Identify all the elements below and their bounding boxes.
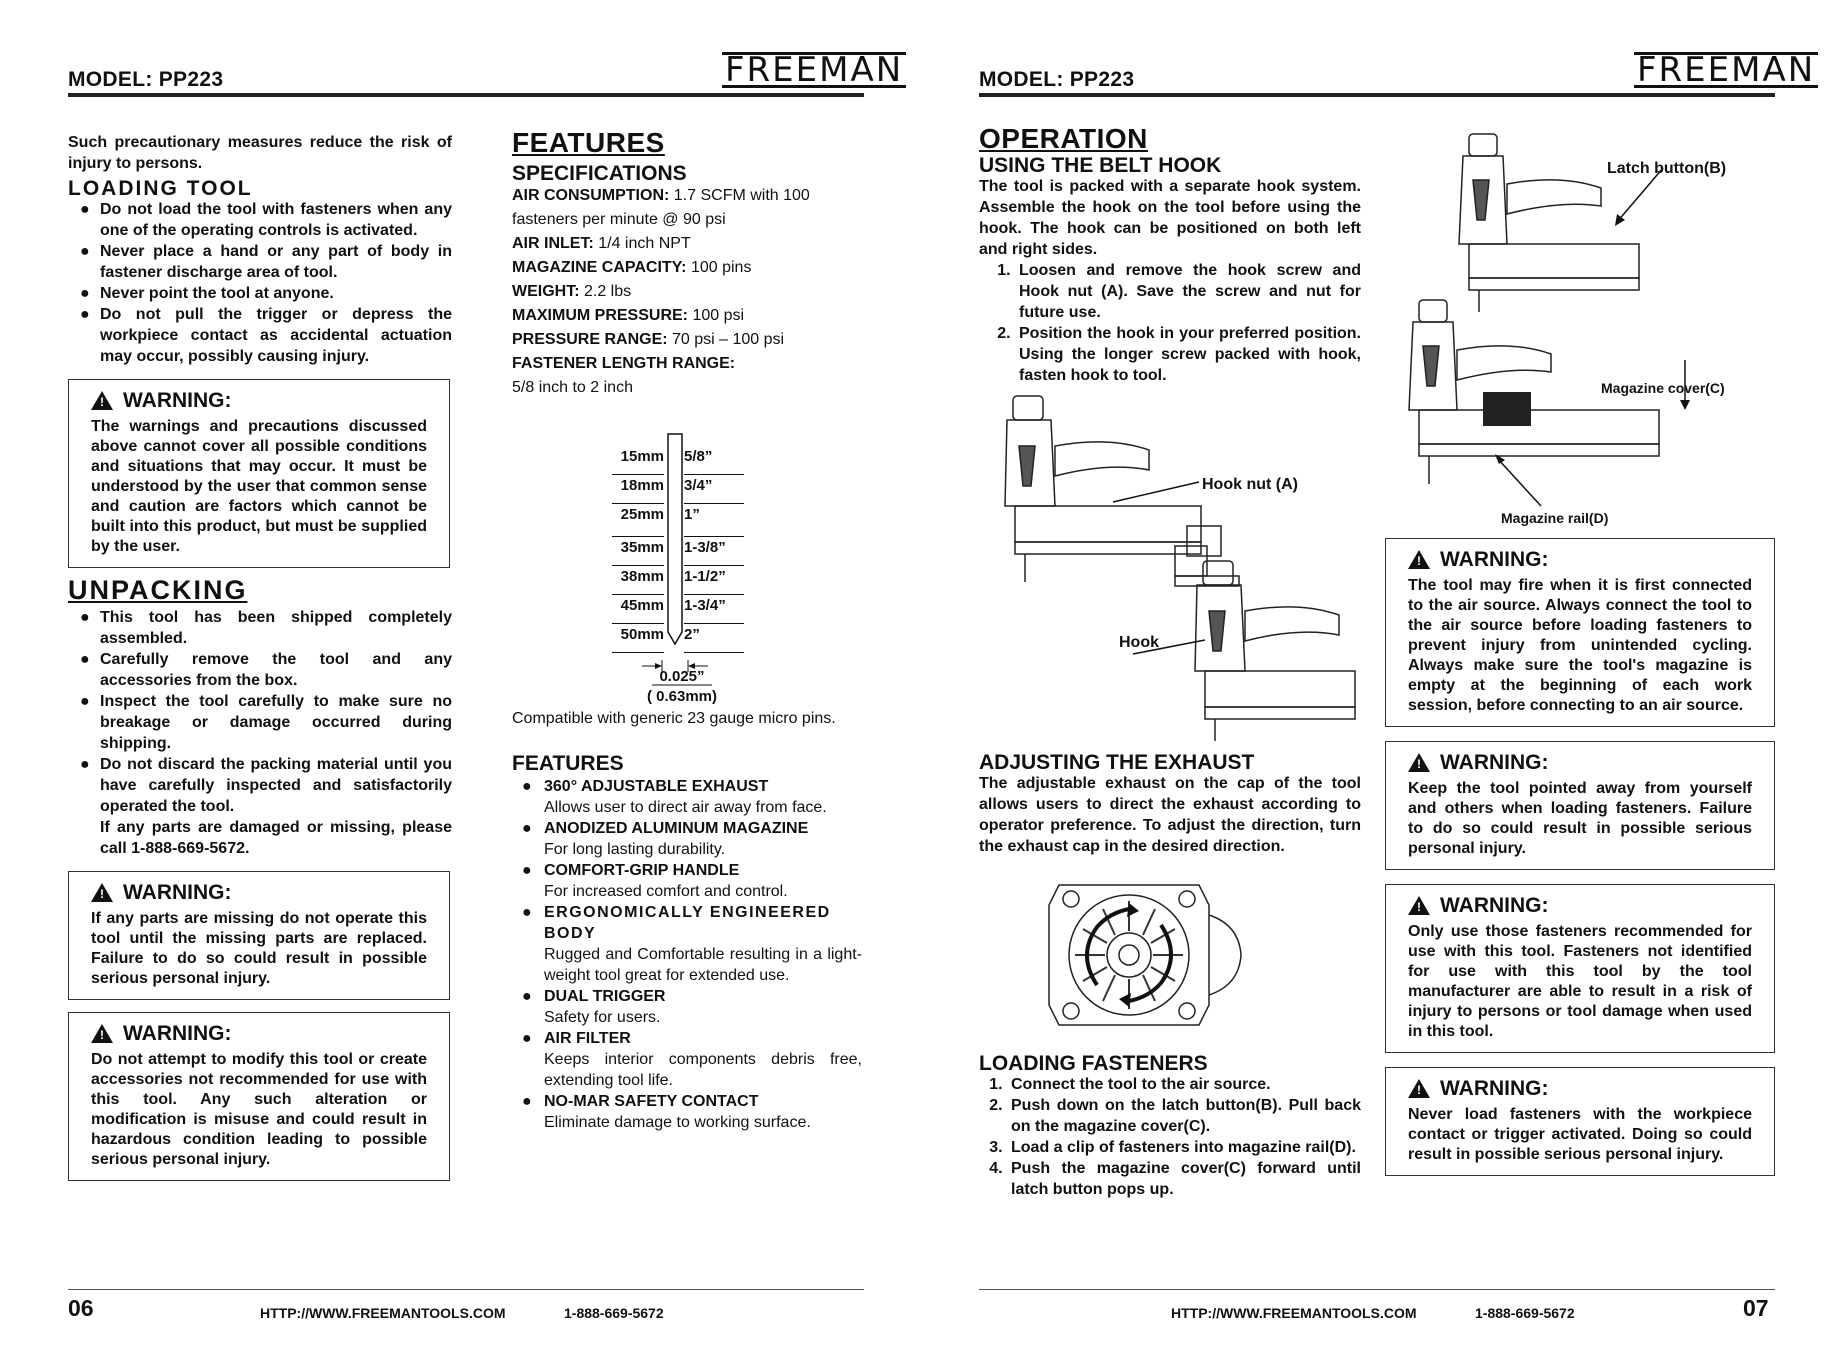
- warning-text: Only use those fasteners recommended for use with this tool. Fasteners not identified for use with this tool by the tool manufacturer are able to result in a risk of injury to persons or tool damage when used in this tool.: [1408, 923, 1752, 1040]
- model-heading: MODEL: PP223: [68, 68, 224, 91]
- warning-text: The tool may fire when it is first connected to the air source. Always connect the tool to the air source before loading fasteners to prevent injury from unintended cycling. Always make sure the tool's magazine is empty at the beginning of each work session, before connecting to an air source.: [1408, 577, 1752, 714]
- unpacking-note: If any parts are damaged or missing, please call 1-888-669-5672.: [100, 819, 452, 857]
- intro-text: Such precautionary measures reduce the risk of injury to persons.: [68, 134, 452, 172]
- freeman-logo: FREEMAN: [722, 52, 906, 88]
- warning-triangle-icon: !: [1408, 753, 1430, 772]
- exhaust-illustration: [979, 865, 1361, 1045]
- warning-title-text: WARNING:: [1440, 548, 1549, 571]
- feature-item: ● 360° ADJUSTABLE EXHAUST Allows user to direct air away from face.: [522, 778, 827, 816]
- hook-nut-label: Hook nut (A): [1202, 476, 1298, 493]
- list-item: 1. Connect the tool to the air source.: [1007, 1074, 1361, 1095]
- pin-size-row: 15mm 5/8”: [612, 446, 862, 475]
- pin-size-row: 18mm 3/4”: [612, 475, 862, 504]
- left-column-1: [68, 132, 452, 1181]
- warning-title-text: WARNING:: [1440, 894, 1549, 917]
- loading-fasteners-steps: [979, 1074, 1361, 1200]
- spec-row: AIR CONSUMPTION: 1.7 SCFM with 100 fasteners per minute @ 90 psi: [512, 187, 810, 228]
- list-item: ● Never point the tool at anyone.: [68, 283, 452, 304]
- left-column-2: [512, 127, 862, 1133]
- warning-title: [1408, 1078, 1752, 1099]
- spec-row: MAXIMUM PRESSURE: 100 psi: [512, 307, 745, 324]
- unpacking-list: [68, 607, 452, 817]
- unpacking-heading: UNPACKING: [68, 575, 248, 605]
- warning-box: [68, 379, 450, 568]
- magazine-drawing: [1385, 128, 1775, 530]
- warning-triangle-icon: !: [91, 1024, 113, 1043]
- feature-item: ● COMFORT-GRIP HANDLE For increased comfort and control.: [522, 862, 788, 900]
- feature-item: ● ANODIZED ALUMINUM MAGAZINE For long lasting durability.: [522, 820, 809, 858]
- footer-phone: 1-888-669-5672: [1475, 1305, 1575, 1321]
- features-list: [512, 776, 862, 1133]
- loading-tool-heading: LOADING TOOL: [68, 177, 253, 200]
- pin-size-row: 45mm 1-3/4”: [612, 595, 862, 624]
- warning-title-text: WARNING:: [1440, 751, 1549, 774]
- list-item: 4. Push the magazine cover(C) forward until latch button pops up.: [1007, 1158, 1361, 1200]
- belt-hook-illustration: [979, 386, 1361, 746]
- list-item: ● Do not pull the trigger or depress the workpiece contact as accidental actuation may occur, possibly causing injury.: [68, 304, 452, 367]
- nailer-drawing: [979, 386, 1361, 746]
- warning-text: Never load fasteners with the workpiece contact or trigger activated. Doing so could result in possible serious personal injury.: [1408, 1106, 1752, 1163]
- footer-rule: [979, 1289, 1775, 1290]
- warning-triangle-icon: !: [1408, 550, 1430, 569]
- warning-text: Keep the tool pointed away from yourself and others when loading fasteners. Failure to do so could result in possible serious personal injury.: [1408, 780, 1752, 857]
- warning-text: Do not attempt to modify this tool or create accessories not recommended for use with this tool. Any such alteration or modification is misuse and could result in hazardous condition leading to possible serious personal injury.: [91, 1051, 427, 1168]
- warning-box: [68, 1012, 450, 1181]
- belt-hook-heading: USING THE BELT HOOK: [979, 154, 1222, 177]
- pin-length-diagram: [512, 414, 862, 704]
- belt-hook-text: The tool is packed with a separate hook system. Assemble the hook on the tool before using the hook. The hook can be positioned on both left and right sides.: [979, 178, 1361, 258]
- pin-size-row: 25mm 1”: [612, 504, 862, 537]
- magazine-illustration: [1385, 128, 1775, 530]
- loading-tool-list: [68, 199, 452, 367]
- specifications-list: [512, 184, 862, 400]
- warning-box: [68, 871, 450, 1000]
- warning-text: The warnings and precautions discussed above cannot cover all possible conditions and situations that may occur. It must be understood by the user that common sense and caution are factors which cannot be built into this product, but must be supplied by the user.: [91, 418, 427, 555]
- list-item: 2. Position the hook in your preferred position. Using the longer screw packed with hook, fasten hook to tool.: [1015, 323, 1361, 386]
- pin-size-row: 38mm 1-1/2”: [612, 566, 862, 595]
- warning-title: [91, 882, 427, 903]
- spec-row: FASTENER LENGTH RANGE:: [512, 355, 736, 372]
- operation-heading: OPERATION: [979, 123, 1148, 154]
- hook-label: Hook: [1119, 634, 1159, 651]
- pin-size-row: 50mm 2”: [612, 624, 862, 653]
- specifications-heading: SPECIFICATIONS: [512, 162, 687, 185]
- magazine-rail-label: Magazine rail(D): [1501, 510, 1609, 526]
- loading-fasteners-heading: LOADING FASTENERS: [979, 1052, 1208, 1075]
- exhaust-text: The adjustable exhaust on the cap of the tool allows users to direct the exhaust according to operator preference. To adjust the direction, turn the exhaust cap in the desired direction.: [979, 775, 1361, 855]
- right-column-1: [979, 123, 1361, 1200]
- footer-url[interactable]: HTTP://WWW.FREEMANTOOLS.COM: [260, 1305, 506, 1321]
- list-item: 1. Loosen and remove the hook screw and Hook nut (A). Save the screw and nut for future use.: [1015, 260, 1361, 323]
- feature-item: ● AIR FILTER Keeps interior components debris free, extending tool life.: [522, 1030, 862, 1089]
- list-item: ● Do not load the tool with fasteners when any one of the operating controls is activated.: [68, 199, 452, 241]
- spec-row: WEIGHT: 2.2 lbs: [512, 283, 632, 300]
- list-item: ● Carefully remove the tool and any accessories from the box.: [68, 649, 452, 691]
- warning-triangle-icon: !: [91, 391, 113, 410]
- warning-triangle-icon: !: [91, 883, 113, 902]
- warning-title-text: WARNING:: [123, 881, 232, 904]
- spec-row: MAGAZINE CAPACITY: 100 pins: [512, 259, 752, 276]
- header-rule: [68, 93, 864, 97]
- exhaust-cap-drawing: [979, 865, 1361, 1045]
- warning-title: [1408, 752, 1752, 773]
- warning-title-text: WARNING:: [123, 1022, 232, 1045]
- list-item: ● Do not discard the packing material until you have carefully inspected and satisfactorily operated the tool.: [68, 754, 452, 817]
- right-column-2: [1385, 128, 1775, 1176]
- compatible-text: Compatible with generic 23 gauge micro pins.: [512, 710, 836, 727]
- footer-phone: 1-888-669-5672: [564, 1305, 664, 1321]
- warning-text: If any parts are missing do not operate this tool until the missing parts are replaced. Failure to do so could result in possible serious personal injury.: [91, 910, 427, 987]
- warning-box: [1385, 884, 1775, 1053]
- pin-size-table: [612, 446, 862, 653]
- list-item: ● This tool has been shipped completely assembled.: [68, 607, 452, 649]
- warning-title: [1408, 549, 1752, 570]
- warning-triangle-icon: !: [1408, 1079, 1430, 1098]
- length-range: 5/8 inch to 2 inch: [512, 379, 633, 396]
- warning-triangle-icon: !: [1408, 896, 1430, 915]
- features-main-heading: FEATURES: [512, 127, 665, 158]
- footer-url[interactable]: HTTP://WWW.FREEMANTOOLS.COM: [1171, 1305, 1417, 1321]
- spec-row: AIR INLET: 1/4 inch NPT: [512, 235, 691, 252]
- footer-rule: [68, 1289, 864, 1290]
- warning-title: [1408, 895, 1752, 916]
- belt-hook-steps: [979, 260, 1361, 386]
- warning-title: [91, 1023, 427, 1044]
- header-rule: [979, 93, 1775, 97]
- page-number: 07: [1743, 1295, 1769, 1321]
- list-item: 3. Load a clip of fasteners into magazine rail(D).: [1007, 1137, 1361, 1158]
- model-heading: MODEL: PP223: [979, 68, 1135, 91]
- gauge-mm: ( 0.63mm): [646, 688, 718, 705]
- right-page: [917, 0, 1834, 1361]
- page-number: 06: [68, 1295, 94, 1321]
- feature-item: ● NO-MAR SAFETY CONTACT Eliminate damage to working surface.: [522, 1093, 811, 1131]
- freeman-logo: FREEMAN: [1634, 52, 1818, 88]
- features-heading: FEATURES: [512, 752, 624, 775]
- warning-title: [91, 390, 427, 411]
- latch-button-label: Latch button(B): [1607, 160, 1727, 177]
- list-item: 2. Push down on the latch button(B). Pull back on the magazine cover(C).: [1007, 1095, 1361, 1137]
- warning-title-text: WARNING:: [123, 389, 232, 412]
- exhaust-heading: ADJUSTING THE EXHAUST: [979, 751, 1255, 774]
- warning-title-text: WARNING:: [1440, 1077, 1549, 1100]
- warning-box: [1385, 741, 1775, 870]
- warning-box: [1385, 538, 1775, 727]
- warning-box: [1385, 1067, 1775, 1176]
- feature-item: ● ERGONOMICALLY ENGINEERED BODY Rugged and Comfortable resulting in a light-weight tool great for extended use.: [522, 904, 862, 984]
- gauge-inch: 0.025”: [659, 668, 705, 685]
- list-item: ● Inspect the tool carefully to make sure no breakage or damage occurred during shipping.: [68, 691, 452, 754]
- feature-item: ● DUAL TRIGGER Safety for users.: [522, 988, 666, 1026]
- list-item: ● Never place a hand or any part of body in fastener discharge area of tool.: [68, 241, 452, 283]
- pin-size-row: 35mm 1-3/8”: [612, 537, 862, 566]
- spec-row: PRESSURE RANGE: 70 psi – 100 psi: [512, 331, 785, 348]
- magazine-cover-label: Magazine cover(C): [1601, 380, 1725, 396]
